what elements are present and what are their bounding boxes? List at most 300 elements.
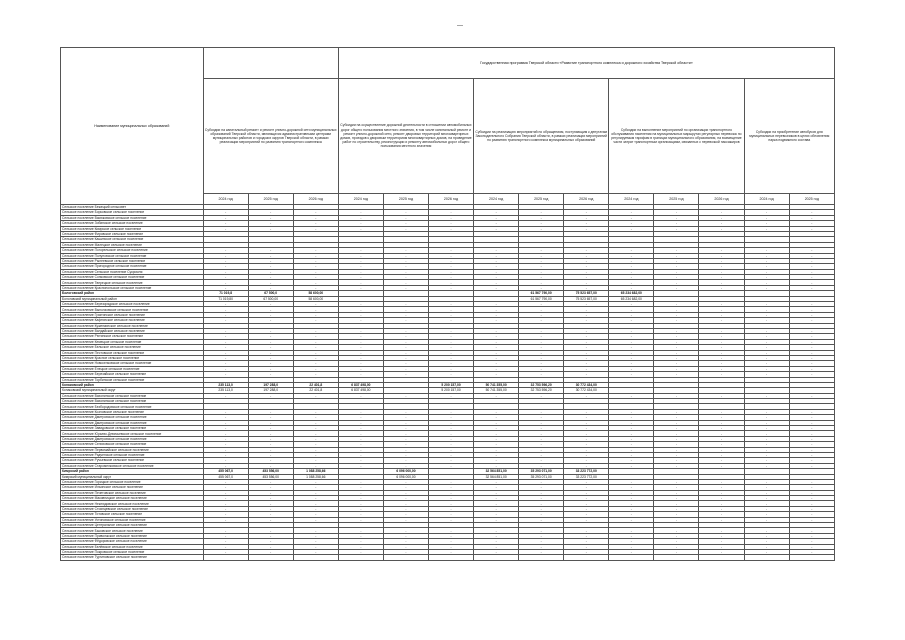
value-cell: - bbox=[654, 210, 699, 215]
value-cell: - bbox=[519, 539, 564, 544]
value-cell: - bbox=[338, 539, 383, 544]
value-cell: - bbox=[699, 210, 744, 215]
value-cell: - bbox=[519, 506, 564, 511]
value-cell: - bbox=[699, 496, 744, 501]
value-cell: - bbox=[248, 426, 293, 431]
value-cell: - bbox=[609, 393, 654, 398]
value-cell: - bbox=[429, 280, 474, 285]
value-cell: - bbox=[789, 479, 834, 484]
value-cell: - bbox=[293, 550, 338, 555]
value-cell: - bbox=[654, 442, 699, 447]
value-cell: - bbox=[519, 350, 564, 355]
value-cell: - bbox=[789, 253, 834, 258]
value-cell: - bbox=[744, 512, 789, 517]
value-cell: - bbox=[474, 447, 519, 452]
value-cell: - bbox=[519, 345, 564, 350]
value-cell: - bbox=[383, 264, 428, 269]
value-cell: - bbox=[519, 355, 564, 360]
value-cell: - bbox=[203, 285, 248, 290]
year-header-cell: 2026 год bbox=[564, 194, 609, 205]
value-cell: - bbox=[609, 215, 654, 220]
value-cell: - bbox=[474, 307, 519, 312]
row-label: Сельское поселение Устиновское сельское поселение bbox=[61, 517, 204, 522]
value-cell: - bbox=[474, 318, 519, 323]
value-cell: - bbox=[564, 409, 609, 414]
value-cell: 6 837 498,00 bbox=[338, 388, 383, 393]
value-cell: 50 741 355,00 bbox=[474, 388, 519, 393]
value-cell: - bbox=[383, 312, 428, 317]
value-cell: - bbox=[383, 307, 428, 312]
value-cell: - bbox=[744, 485, 789, 490]
value-cell: - bbox=[744, 490, 789, 495]
value-cell: - bbox=[248, 372, 293, 377]
value-cell: - bbox=[564, 372, 609, 377]
value-cell: - bbox=[519, 215, 564, 220]
value-cell: - bbox=[609, 420, 654, 425]
value-cell: - bbox=[248, 393, 293, 398]
year-header-cell: 2024 год bbox=[744, 194, 789, 205]
value-cell: - bbox=[654, 528, 699, 533]
value-cell: - bbox=[789, 517, 834, 522]
value-cell: - bbox=[293, 485, 338, 490]
value-cell: - bbox=[699, 318, 744, 323]
year-header-cell: 2025 год bbox=[654, 194, 699, 205]
row-label: Кимрский муниципальный округ bbox=[61, 474, 204, 479]
value-cell: - bbox=[519, 318, 564, 323]
value-cell: - bbox=[474, 221, 519, 226]
value-cell: - bbox=[474, 512, 519, 517]
value-cell: - bbox=[248, 302, 293, 307]
value-cell: - bbox=[474, 355, 519, 360]
value-cell: - bbox=[789, 355, 834, 360]
value-cell: - bbox=[338, 372, 383, 377]
value-cell: - bbox=[564, 215, 609, 220]
name-column-header: Наименование муниципальных образований bbox=[61, 48, 204, 205]
value-cell: - bbox=[293, 452, 338, 457]
value-cell: - bbox=[338, 361, 383, 366]
value-cell: - bbox=[429, 345, 474, 350]
row-label: Сельское поселение Полуновское сельское поселение bbox=[61, 253, 204, 258]
value-cell: - bbox=[744, 436, 789, 441]
value-cell: - bbox=[338, 517, 383, 522]
value-cell: - bbox=[564, 539, 609, 544]
value-cell: - bbox=[338, 334, 383, 339]
value-cell: - bbox=[699, 302, 744, 307]
value-cell: - bbox=[519, 372, 564, 377]
value-cell: - bbox=[429, 512, 474, 517]
value-cell: - bbox=[609, 490, 654, 495]
row-label: Бологовский муниципальный район bbox=[61, 296, 204, 301]
value-cell: - bbox=[474, 442, 519, 447]
value-cell: - bbox=[248, 550, 293, 555]
value-cell: - bbox=[789, 339, 834, 344]
value-cell: - bbox=[654, 318, 699, 323]
value-cell: 50 741 355,00 bbox=[474, 382, 519, 387]
value-cell: - bbox=[519, 328, 564, 333]
value-cell: - bbox=[203, 393, 248, 398]
value-cell: - bbox=[203, 248, 248, 253]
value-cell: - bbox=[338, 415, 383, 420]
row-label: Сельское поселение Красное сельское поселение bbox=[61, 355, 204, 360]
value-cell: - bbox=[338, 426, 383, 431]
row-label: Сельское поселение Стоянцевское сельское поселение bbox=[61, 506, 204, 511]
row-label: Сельское поселение Неклюдовское сельское поселение bbox=[61, 501, 204, 506]
empty-header-cell bbox=[203, 48, 338, 79]
value-cell: - bbox=[203, 339, 248, 344]
value-cell: - bbox=[609, 485, 654, 490]
value-cell: - bbox=[383, 350, 428, 355]
value-cell: - bbox=[789, 512, 834, 517]
value-cell: - bbox=[654, 264, 699, 269]
value-cell: - bbox=[203, 479, 248, 484]
row-label: Сельское поселение Завидовское сельское поселение bbox=[61, 426, 204, 431]
value-cell: - bbox=[203, 506, 248, 511]
value-cell: - bbox=[383, 302, 428, 307]
value-cell: - bbox=[609, 436, 654, 441]
value-cell: - bbox=[744, 280, 789, 285]
value-cell: - bbox=[474, 528, 519, 533]
value-cell: - bbox=[699, 280, 744, 285]
row-label: Сельское поселение Елецкое сельское поселение bbox=[61, 366, 204, 371]
value-cell: - bbox=[699, 258, 744, 263]
value-cell: - bbox=[338, 253, 383, 258]
value-cell: - bbox=[429, 221, 474, 226]
value-cell: - bbox=[789, 372, 834, 377]
value-cell: - bbox=[293, 442, 338, 447]
value-cell: - bbox=[609, 355, 654, 360]
value-cell: - bbox=[609, 415, 654, 420]
value-cell: - bbox=[474, 415, 519, 420]
value-cell: - bbox=[609, 452, 654, 457]
value-cell: 30 772 434,00 bbox=[564, 382, 609, 387]
value-cell: 71 019,80 bbox=[203, 296, 248, 301]
value-cell: - bbox=[744, 328, 789, 333]
value-cell: - bbox=[429, 517, 474, 522]
value-cell: 5 200 157,00 bbox=[429, 388, 474, 393]
value-cell: - bbox=[429, 215, 474, 220]
value-cell: - bbox=[383, 550, 428, 555]
value-cell: - bbox=[609, 307, 654, 312]
value-cell: - bbox=[654, 420, 699, 425]
value-cell: - bbox=[609, 496, 654, 501]
value-cell: - bbox=[609, 361, 654, 366]
value-cell: - bbox=[654, 361, 699, 366]
value-cell: - bbox=[203, 463, 248, 468]
value-cell: - bbox=[338, 226, 383, 231]
value-cell: - bbox=[564, 307, 609, 312]
value-cell: - bbox=[744, 420, 789, 425]
value-cell: - bbox=[293, 248, 338, 253]
value-cell: - bbox=[203, 420, 248, 425]
value-cell: - bbox=[519, 210, 564, 215]
value-cell: - bbox=[203, 226, 248, 231]
value-cell: - bbox=[293, 490, 338, 495]
value-cell: - bbox=[338, 302, 383, 307]
value-cell: - bbox=[203, 221, 248, 226]
value-cell: - bbox=[429, 210, 474, 215]
value-cell: 197 288,0 bbox=[248, 388, 293, 393]
value-cell: - bbox=[609, 350, 654, 355]
value-cell: - bbox=[383, 345, 428, 350]
value-cell: - bbox=[699, 345, 744, 350]
year-header-cell: 2024 год bbox=[338, 194, 383, 205]
value-cell: - bbox=[564, 447, 609, 452]
value-cell: - bbox=[293, 409, 338, 414]
value-cell: - bbox=[519, 479, 564, 484]
value-cell: - bbox=[383, 372, 428, 377]
subsidy-distribution-table bbox=[60, 47, 835, 561]
value-cell: - bbox=[564, 501, 609, 506]
value-cell: - bbox=[383, 361, 428, 366]
value-cell: - bbox=[293, 307, 338, 312]
value-cell: - bbox=[429, 248, 474, 253]
value-cell: - bbox=[609, 328, 654, 333]
value-cell: - bbox=[519, 452, 564, 457]
value-cell: 61 567 790,00 bbox=[519, 291, 564, 296]
value-cell: - bbox=[699, 490, 744, 495]
value-cell: - bbox=[699, 463, 744, 468]
value-cell bbox=[654, 555, 699, 560]
value-cell: - bbox=[519, 285, 564, 290]
value-cell: - bbox=[383, 415, 428, 420]
value-cell: - bbox=[338, 355, 383, 360]
value-cell: - bbox=[564, 264, 609, 269]
value-cell: - bbox=[564, 458, 609, 463]
value-cell: - bbox=[383, 442, 428, 447]
row-label: Сельское поселение Дмитровское сельское поселение bbox=[61, 436, 204, 441]
value-cell: - bbox=[564, 550, 609, 555]
value-cell: - bbox=[474, 264, 519, 269]
value-cell: - bbox=[383, 539, 428, 544]
value-cell: - bbox=[338, 210, 383, 215]
value-cell: - bbox=[564, 393, 609, 398]
value-cell: - bbox=[699, 506, 744, 511]
value-cell: - bbox=[654, 285, 699, 290]
value-cell: - bbox=[474, 350, 519, 355]
value-cell: - bbox=[338, 550, 383, 555]
value-cell: 235 113,0 bbox=[203, 382, 248, 387]
value-cell: - bbox=[699, 409, 744, 414]
value-cell: 1 088 258,66 bbox=[293, 469, 338, 474]
value-cell: - bbox=[293, 372, 338, 377]
value-cell: - bbox=[338, 528, 383, 533]
value-cell: - bbox=[609, 550, 654, 555]
value-cell: - bbox=[248, 339, 293, 344]
value-cell: - bbox=[203, 458, 248, 463]
value-cell: - bbox=[699, 215, 744, 220]
value-cell: - bbox=[383, 479, 428, 484]
value-cell: - bbox=[293, 420, 338, 425]
value-cell: - bbox=[338, 248, 383, 253]
value-cell: - bbox=[564, 442, 609, 447]
value-cell: - bbox=[429, 539, 474, 544]
value-cell: - bbox=[564, 431, 609, 436]
value-cell: - bbox=[744, 458, 789, 463]
value-cell: - bbox=[699, 285, 744, 290]
value-cell: 58 600,00 bbox=[293, 296, 338, 301]
value-cell: - bbox=[609, 248, 654, 253]
row-label: Сельское поселение Дмитровское сельское поселение bbox=[61, 420, 204, 425]
value-cell: - bbox=[338, 501, 383, 506]
row-label: Сельское поселение Кемецкое сельское поселение bbox=[61, 339, 204, 344]
value-cell: - bbox=[654, 253, 699, 258]
value-cell: - bbox=[383, 447, 428, 452]
value-cell: - bbox=[564, 490, 609, 495]
value-cell: - bbox=[383, 318, 428, 323]
value-cell: - bbox=[429, 253, 474, 258]
value-cell: - bbox=[564, 512, 609, 517]
row-label: Сельское поселение Быковское сельское поселение bbox=[61, 528, 204, 533]
value-cell: - bbox=[744, 275, 789, 280]
value-cell: - bbox=[609, 426, 654, 431]
value-cell: - bbox=[699, 431, 744, 436]
value-cell: - bbox=[654, 280, 699, 285]
value-cell: - bbox=[474, 280, 519, 285]
value-cell: - bbox=[203, 501, 248, 506]
value-cell: - bbox=[609, 339, 654, 344]
value-cell: - bbox=[474, 210, 519, 215]
value-cell: - bbox=[699, 447, 744, 452]
value-cell: - bbox=[609, 506, 654, 511]
value-cell: - bbox=[564, 528, 609, 533]
value-cell: - bbox=[203, 215, 248, 220]
row-label: Сельское поселение Краснопольское сельское поселение bbox=[61, 285, 204, 290]
row-label: Сельское поселение Сельское поселение Сукромля bbox=[61, 269, 204, 274]
value-cell: - bbox=[383, 512, 428, 517]
value-cell: - bbox=[609, 221, 654, 226]
value-cell: - bbox=[789, 458, 834, 463]
value-cell: - bbox=[383, 501, 428, 506]
value-cell: - bbox=[474, 431, 519, 436]
value-cell: - bbox=[789, 264, 834, 269]
value-cell: - bbox=[383, 275, 428, 280]
value-cell: - bbox=[248, 355, 293, 360]
value-cell: - bbox=[474, 393, 519, 398]
value-cell: - bbox=[203, 361, 248, 366]
value-cell: - bbox=[744, 312, 789, 317]
value-cell: - bbox=[564, 426, 609, 431]
value-cell: - bbox=[338, 275, 383, 280]
value-cell: 65 234 682,00 bbox=[609, 291, 654, 296]
value-cell: - bbox=[248, 420, 293, 425]
value-cell: - bbox=[564, 339, 609, 344]
value-cell: - bbox=[429, 479, 474, 484]
value-cell: - bbox=[654, 366, 699, 371]
value-cell: - bbox=[789, 285, 834, 290]
value-cell: - bbox=[699, 539, 744, 544]
value-cell: - bbox=[429, 436, 474, 441]
value-cell: - bbox=[248, 307, 293, 312]
value-cell: - bbox=[609, 517, 654, 522]
value-cell: - bbox=[248, 258, 293, 263]
value-cell: - bbox=[383, 452, 428, 457]
value-cell: - bbox=[293, 501, 338, 506]
value-cell: - bbox=[203, 512, 248, 517]
value-cell: - bbox=[744, 361, 789, 366]
value-cell: - bbox=[654, 307, 699, 312]
value-cell: 71 019,8 bbox=[203, 291, 248, 296]
value-cell: - bbox=[609, 544, 654, 549]
value-cell: - bbox=[609, 275, 654, 280]
value-cell: - bbox=[654, 355, 699, 360]
value-cell: 33 223 772,00 bbox=[564, 474, 609, 479]
value-cell: - bbox=[699, 458, 744, 463]
value-cell: - bbox=[564, 496, 609, 501]
value-cell: - bbox=[789, 280, 834, 285]
value-cell: - bbox=[789, 539, 834, 544]
value-cell: - bbox=[699, 517, 744, 522]
value-cell: - bbox=[248, 452, 293, 457]
value-cell: - bbox=[429, 318, 474, 323]
value-cell: - bbox=[293, 269, 338, 274]
value-cell: - bbox=[789, 361, 834, 366]
value-cell: 455 067,0 bbox=[203, 469, 248, 474]
value-cell: - bbox=[293, 226, 338, 231]
value-cell: - bbox=[429, 258, 474, 263]
value-cell: - bbox=[744, 528, 789, 533]
value-cell: 235 113,0 bbox=[203, 388, 248, 393]
value-cell: - bbox=[203, 366, 248, 371]
row-label: Сельское поселение Ручьевское сельское поселение bbox=[61, 458, 204, 463]
row-label: Сельское поселение Гузятинское сельское поселение bbox=[61, 312, 204, 317]
value-cell: - bbox=[383, 226, 428, 231]
value-cell: - bbox=[248, 539, 293, 544]
value-cell: - bbox=[429, 496, 474, 501]
value-cell: - bbox=[789, 258, 834, 263]
value-cell: 33 223 772,00 bbox=[564, 469, 609, 474]
value-cell: - bbox=[654, 458, 699, 463]
value-cell: - bbox=[519, 248, 564, 253]
value-cell: - bbox=[429, 372, 474, 377]
value-cell: - bbox=[564, 269, 609, 274]
row-label: Сельское поселение Борковское сельское поселение bbox=[61, 210, 204, 215]
value-cell: - bbox=[338, 215, 383, 220]
value-cell: - bbox=[744, 334, 789, 339]
value-cell: - bbox=[474, 366, 519, 371]
value-cell: - bbox=[338, 350, 383, 355]
value-cell: - bbox=[338, 345, 383, 350]
value-cell: - bbox=[429, 275, 474, 280]
value-cell: - bbox=[338, 496, 383, 501]
value-cell bbox=[474, 555, 519, 560]
value-cell: - bbox=[744, 533, 789, 538]
value-cell: - bbox=[203, 345, 248, 350]
value-cell: - bbox=[248, 269, 293, 274]
row-label: Сельское поселение Покровское сельское поселение bbox=[61, 550, 204, 555]
value-cell: - bbox=[248, 361, 293, 366]
row-label: Сельское поселение Маковницкое сельское поселение bbox=[61, 496, 204, 501]
value-cell: - bbox=[699, 393, 744, 398]
value-cell: - bbox=[789, 490, 834, 495]
value-cell: - bbox=[564, 210, 609, 215]
column-description: Субсидии на капитальный ремонт и ремонт улично-дорожной сети муниципальных образований Тверской области, являющихся административными центрами муниципальных районов и городских округов Тверской области, в рамках реализации мероприятий по развитию транспортного комплекса bbox=[203, 79, 338, 194]
value-cell: - bbox=[699, 372, 744, 377]
value-cell: - bbox=[248, 328, 293, 333]
value-cell: - bbox=[429, 269, 474, 274]
value-cell: - bbox=[519, 501, 564, 506]
value-cell: - bbox=[248, 318, 293, 323]
value-cell: - bbox=[248, 345, 293, 350]
value-cell: - bbox=[744, 318, 789, 323]
value-cell: - bbox=[474, 409, 519, 414]
value-cell: - bbox=[609, 528, 654, 533]
value-cell: - bbox=[203, 452, 248, 457]
value-cell: - bbox=[564, 248, 609, 253]
value-cell: - bbox=[383, 420, 428, 425]
value-cell: - bbox=[203, 550, 248, 555]
value-cell: - bbox=[248, 350, 293, 355]
row-label: Кимрский район bbox=[61, 469, 204, 474]
